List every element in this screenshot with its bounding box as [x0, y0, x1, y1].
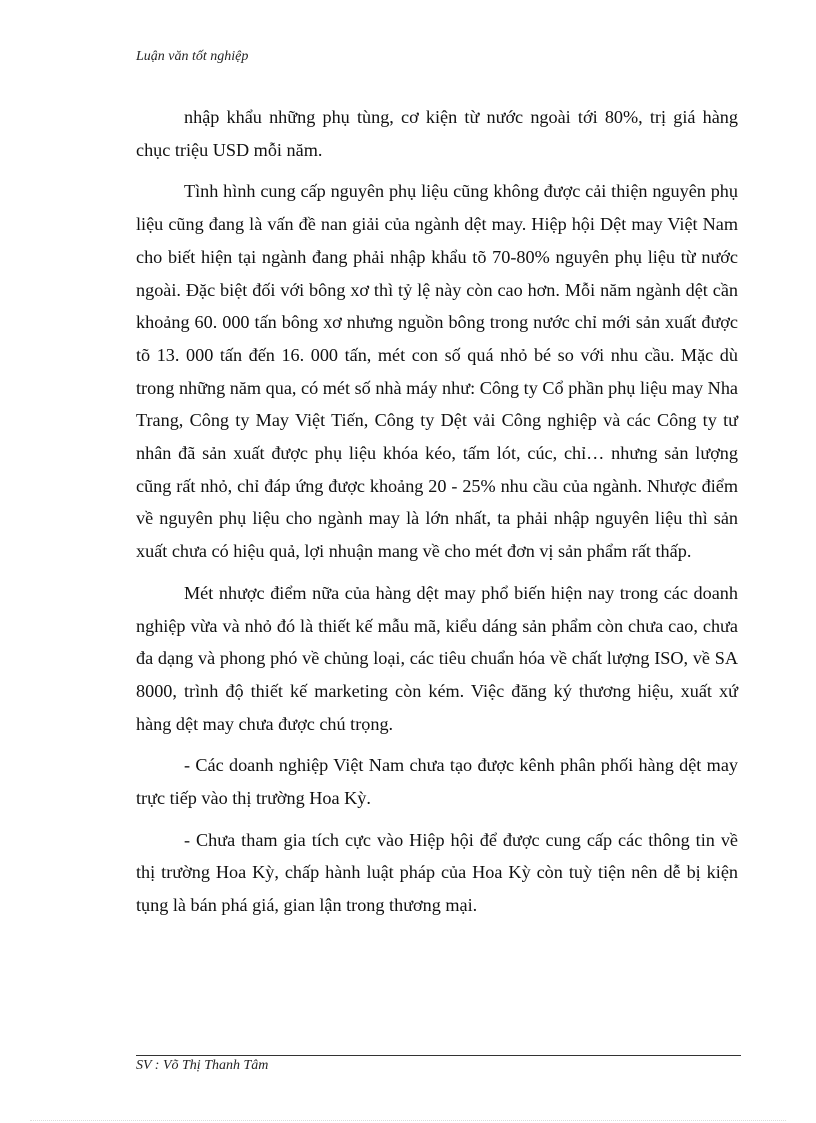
- footer-author: SV : Võ Thị Thanh Tâm: [136, 1058, 269, 1073]
- running-header: Luận văn tốt nghiệp: [136, 49, 249, 64]
- paragraph-continuation: nhập khẩu những phụ tùng, cơ kiện từ nước ngoài tới 80%, trị giá hàng chục triệu USD mỗi năm.: [136, 107, 738, 160]
- page-bottom-border: [30, 1120, 786, 1121]
- paragraph-design-weakness: Mét nhược điểm nữa của hàng dệt may phổ biến hiện nay trong các doanh nghiệp vừa và nhỏ đó là thiết kế mẫu mã, kiểu dáng sản phẩm còn chưa cao, chưa đa dạng và phong phó về chủng loại, các tiêu chuẩn hóa về chất lượng ISO, về SA 8000, trình độ thiết kế marketing còn kém. Việc đăng ký thương hiệu, xuất xứ hàng dệt may chưa được chú trọng.: [136, 582, 738, 734]
- paragraph-association-participation: - Chưa tham gia tích cực vào Hiệp hội để được cung cấp các thông tin về thị trường Hoa Kỳ, chấp hành luật pháp của Hoa Kỳ còn tuỳ tiện nên dễ bị kiện tụng là bán phá giá, gian lận trong thương mại.: [136, 829, 738, 916]
- paragraph-distribution-channel: - Các doanh nghiệp Việt Nam chưa tạo được kênh phân phối hàng dệt may trực tiếp vào thị trường Hoa Kỳ.: [136, 755, 738, 809]
- body-text: [136, 101, 738, 931]
- footer-divider: [136, 1055, 741, 1056]
- paragraph-raw-materials: Tình hình cung cấp nguyên phụ liệu cũng không được cải thiện nguyên phụ liệu cũng đang là vấn đề nan giải của ngành dệt may. Hiệp hội Dệt may Việt Nam cho biết hiện tại ngành đang phải nhập khẩu tõ 70-80% nguyên phụ liệu từ nước ngoài. Đặc biệt đối với bông xơ thì tỷ lệ này còn cao hơn. Mỗi năm ngành dệt cần khoảng 60. 000 tấn bông xơ nhưng nguồn bông trong nước chỉ mới sản xuất được tõ 13. 000 tấn đến 16. 000 tấn, mét con số quá nhỏ bé so với nhu cầu. Mặc dù trong những năm qua, có mét số nhà máy như: Công ty Cổ phần phụ liệu may Nha Trang, Công ty May Việt Tiến, Công ty Dệt vải Công nghiệp và các Công ty tư nhân đã sản xuất được phụ liệu khóa kéo, tấm lót, cúc, chỉ… nhưng sản lượng cũng rất nhỏ, chỉ đáp ứng được khoảng 20 - 25% nhu cầu của ngành. Nhược điểm về nguyên phụ liệu cho ngành may là lớn nhất, ta phải nhập nguyên liệu thì sản xuất chưa có hiệu quả, lợi nhuận mang về cho mét đơn vị sản phẩm rất thấp.: [136, 181, 738, 562]
